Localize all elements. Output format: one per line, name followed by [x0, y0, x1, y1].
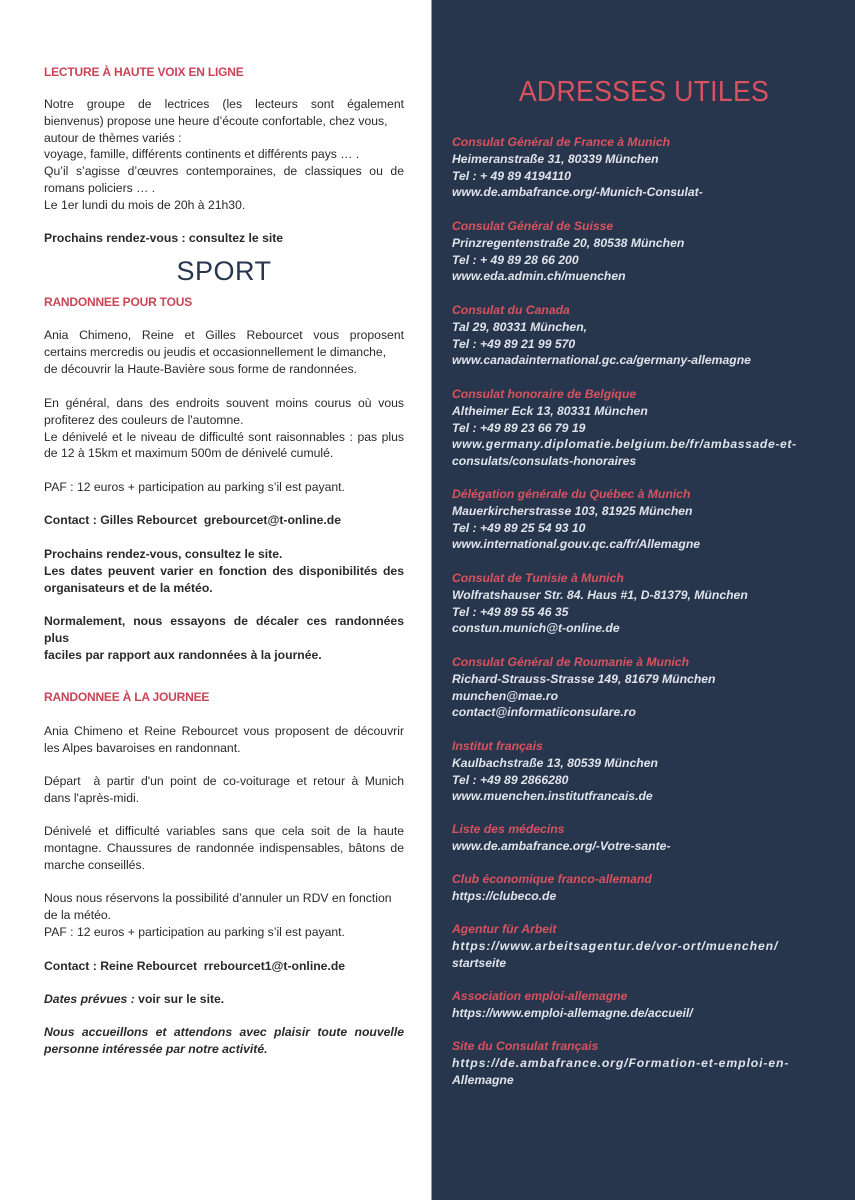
rando-tous-p3 — [44, 546, 404, 596]
entry-link[interactable]: https://clubeco.de — [452, 888, 557, 903]
address-entry — [452, 988, 847, 1022]
rando-journee-p2 — [44, 773, 404, 807]
text-line: personne intéressée par notre activité. — [44, 1041, 268, 1056]
rando-tous-p1 — [44, 327, 404, 377]
entry-name: Consulat de Tunisie à Munich — [452, 571, 624, 585]
entry-name: Liste des médecins — [452, 822, 565, 836]
text-line: Nous nous réservons la possibilité d’annuler un RDV en fonction — [44, 891, 392, 905]
entry-line: Heimeranstraße 31, 80339 München — [452, 151, 659, 166]
entry-line: Tel : +49 89 21 99 570 — [452, 336, 576, 351]
address-entry — [452, 134, 847, 201]
entry-link[interactable]: Allemagne — [452, 1072, 514, 1087]
text-line: Dénivelé et difficulté variables sans que cela soit de la haute — [44, 824, 404, 838]
text-line: bienvenus) propose une heure d’écoute confortable, chez vous, — [44, 113, 388, 128]
text-line: les Alpes bavaroises en randonnant. — [44, 740, 241, 755]
text-line: Normalement, nous essayons de décaler ces randonnées plus — [44, 614, 404, 645]
lecture-next: Prochains rendez-vous : consultez le site — [44, 231, 284, 245]
entry-name: Association emploi-allemagne — [452, 989, 628, 1003]
address-entry — [452, 654, 847, 721]
entry-name: Agentur für Arbeit — [452, 922, 557, 936]
address-entry — [452, 486, 847, 553]
rando-tous-p4 — [44, 613, 404, 663]
text-line: Les dates peuvent varier en fonction des disponibilités des — [44, 563, 404, 578]
text-line: PAF : 12 euros + participation au parking s’il est payant. — [44, 924, 345, 939]
text-line: marche conseillés. — [44, 857, 145, 872]
entry-line: Altheimer Eck 13, 80331 München — [452, 403, 648, 418]
entry-line: Tel : +49 89 2866280 — [452, 772, 569, 787]
entry-link[interactable]: www.muenchen.institutfrancais.de — [452, 789, 653, 804]
text-line: Qu’il s’agisse d’œuvres contemporaines, de classiques ou de — [44, 164, 404, 179]
lecture-body — [44, 96, 404, 214]
text-line: Départ à partir d'un point de co-voiturage et retour à Munich — [44, 774, 404, 788]
entry-line: Mauerkircherstrasse 103, 81925 München — [452, 503, 693, 518]
entry-name: Institut français — [452, 739, 543, 753]
text-line: de 12 à 15km et maximum 500m de dénivelé cumulé. — [44, 446, 334, 461]
entry-link[interactable]: constun.munich@t-online.de — [452, 621, 620, 636]
entry-line: Prinzregentenstraße 20, 80538 München — [452, 235, 685, 250]
entry-link[interactable]: https://de.ambafrance.org/Formation-et-emploi-en- — [452, 1055, 790, 1070]
text-line: de découvrir la Haute-Bavière sous forme de randonnées. — [44, 361, 357, 376]
entry-line: Tel : +49 89 23 66 79 19 — [452, 420, 586, 435]
address-entry — [452, 738, 847, 805]
address-entry — [452, 570, 847, 637]
entry-link[interactable]: startseite — [452, 955, 507, 970]
entry-line: Tel : +49 89 55 46 35 — [452, 604, 569, 619]
entry-link[interactable]: munchen@mae.ro — [452, 688, 559, 703]
entry-link[interactable]: www.international.gouv.qc.ca/fr/Allemagne — [452, 537, 701, 552]
entry-link[interactable]: consulats/consulats-honoraires — [452, 454, 637, 469]
dates-value: voir sur le site. — [134, 992, 225, 1006]
entry-name: Consulat Général de Roumanie à Munich — [452, 655, 690, 669]
text-line: En général, dans des endroits souvent moins courus où vous — [44, 396, 404, 410]
entry-line: Tel : + 49 89 4194110 — [452, 168, 571, 183]
entry-link[interactable]: www.de.ambafrance.org/-Munich-Consulat- — [452, 185, 703, 200]
text-line: de la météo. — [44, 907, 112, 922]
entry-line: Wolfratshauser Str. 84. Haus #1, D-81379, München — [452, 587, 748, 602]
sport-title: SPORT — [176, 256, 272, 286]
entry-line: Kaulbachstraße 13, 80539 München — [452, 755, 658, 770]
entry-name: Consulat Général de Suisse — [452, 219, 614, 233]
text-line: montagne. Chaussures de randonnée indispensables, bâtons de — [44, 840, 404, 855]
rando-journee-p3 — [44, 823, 404, 873]
address-entry — [452, 386, 847, 470]
address-entry — [452, 1038, 847, 1088]
text-line: profiterez des couleurs de l'automne. — [44, 412, 244, 427]
entry-line: Tel : + 49 89 28 66 200 — [452, 252, 579, 267]
dates-label: Dates prévues : — [44, 992, 135, 1006]
rando-tous-p2 — [44, 395, 404, 462]
rando-journee-contact: Contact : Reine Rebourcet rrebourcet1@t-online.de — [44, 959, 346, 973]
rando-journee-dates — [44, 991, 404, 1008]
address-entry — [452, 921, 847, 971]
entry-line: Richard-Strauss-Strasse 149, 81679 München — [452, 671, 716, 686]
entry-name: Consulat honoraire de Belgique — [452, 387, 637, 401]
text-line: dans l'après-midi. — [44, 790, 140, 805]
entry-link[interactable]: www.canadainternational.gc.ca/germany-allemagne — [452, 353, 751, 368]
rando-journee-heading: RANDONNEE À LA JOURNEE — [44, 690, 210, 704]
rando-journee-closing — [44, 1024, 404, 1058]
addresses-title: ADRESSES UTILES — [518, 76, 770, 108]
text-line: Le 1er lundi du mois de 20h à 21h30. — [44, 197, 246, 212]
address-entry — [452, 218, 847, 285]
rando-tous-heading: RANDONNEE POUR TOUS — [44, 295, 192, 309]
entry-name: Consulat du Canada — [452, 303, 570, 317]
entry-link[interactable]: www.eda.admin.ch/muenchen — [452, 269, 626, 284]
address-entry — [452, 302, 847, 369]
rando-journee-p1 — [44, 723, 404, 757]
text-line: Ania Chimeno et Reine Rebourcet vous proposent de découvrir — [44, 724, 404, 738]
entry-name: Club économique franco-allemand — [452, 872, 652, 886]
entry-name: Consulat Général de France à Munich — [452, 135, 671, 149]
entry-link[interactable]: https://www.emploi-allemagne.de/accueil/ — [452, 1005, 693, 1020]
lecture-heading: LECTURE À HAUTE VOIX EN LIGNE — [44, 65, 244, 79]
entry-link[interactable]: https://www.arbeitsagentur.de/vor-ort/muenchen/ — [452, 938, 779, 953]
entry-name: Site du Consulat français — [452, 1039, 599, 1053]
address-entry — [452, 871, 847, 905]
rando-journee-p4 — [44, 890, 404, 940]
entry-line: Tel : +49 89 25 54 93 10 — [452, 520, 586, 535]
text-line: Notre groupe de lectrices (les lecteurs sont également — [44, 97, 404, 111]
text-line: romans policiers … . — [44, 180, 156, 195]
text-line: Le dénivelé et le niveau de difficulté sont raisonnables : pas plus — [44, 429, 404, 444]
rando-tous-paf: PAF : 12 euros + participation au parking s’il est payant. — [44, 480, 345, 494]
text-line: voyage, famille, différents continents et différents pays … . — [44, 147, 360, 162]
text-line: faciles par rapport aux randonnées à la journée. — [44, 647, 322, 662]
text-line: autour de thèmes variés : — [44, 130, 182, 145]
addresses-panel — [431, 0, 855, 1200]
text-line: Ania Chimeno, Reine et Gilles Rebourcet vous proposent — [44, 328, 404, 342]
rando-tous-contact: Contact : Gilles Rebourcet grebourcet@t-online.de — [44, 513, 341, 527]
entry-line: Tal 29, 80331 München, — [452, 319, 588, 334]
text-line: organisateurs et de la météo. — [44, 580, 213, 595]
text-line: certains mercredis ou jeudis et occasionnellement le dimanche, — [44, 344, 387, 359]
address-entry — [452, 821, 847, 855]
entry-link[interactable]: www.germany.diplomatie.belgium.be/fr/ambassade-et- — [452, 437, 797, 452]
text-line: Nous accueillons et attendons avec plaisir toute nouvelle — [44, 1025, 404, 1039]
entry-link[interactable]: www.de.ambafrance.org/-Votre-sante- — [452, 838, 671, 853]
text-line: Prochains rendez-vous, consultez le site. — [44, 547, 283, 561]
entry-link[interactable]: contact@informatiiconsulare.ro — [452, 705, 636, 720]
entry-name: Délégation générale du Québec à Munich — [452, 487, 691, 501]
